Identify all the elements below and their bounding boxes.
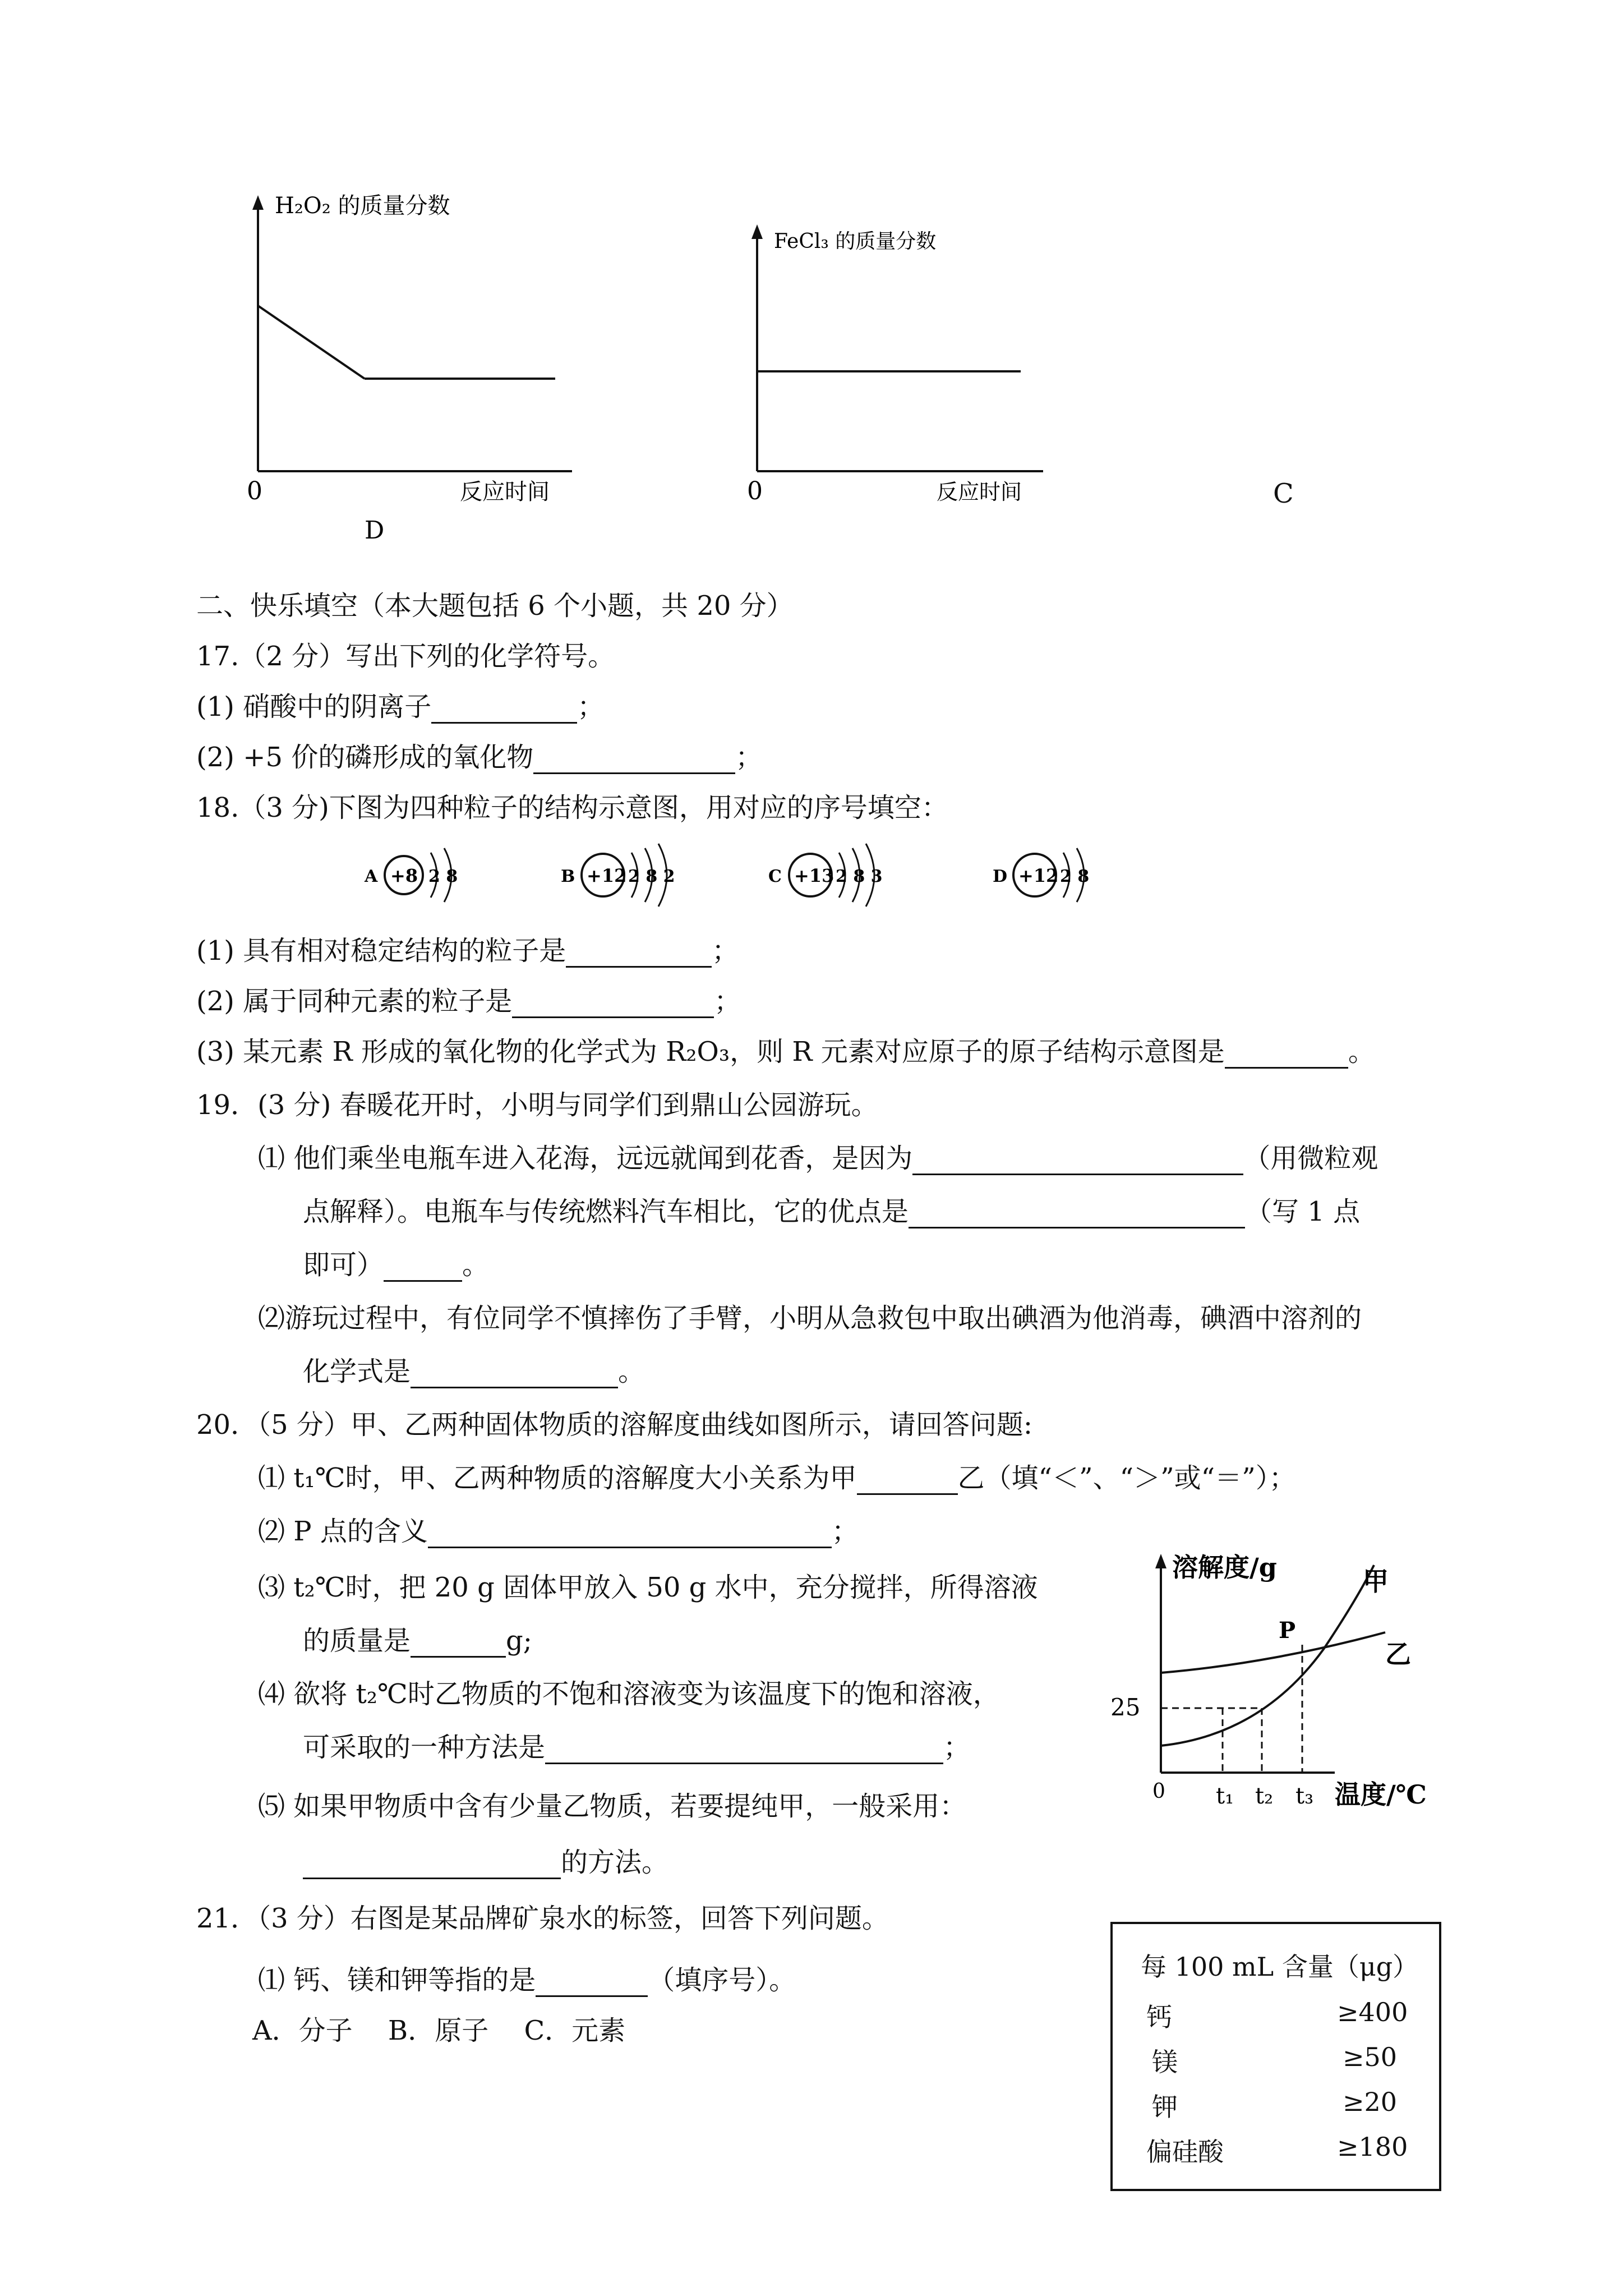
q20-part3-line2: 的质量是 g; — [303, 1625, 532, 1657]
svg-text:2 8: 2 8 — [1060, 867, 1090, 886]
q17-part1: (1) 硝酸中的阴离子 ； — [196, 691, 605, 723]
y-tick-25: 25 — [1110, 1694, 1141, 1721]
graph-c-origin: 0 — [747, 477, 763, 505]
q21-part1: ⑴ 钙、镁和钾等指的是 （填序号）。 — [258, 1964, 796, 1996]
atom-diagrams — [359, 841, 1144, 909]
graph-c-caption: C — [1273, 478, 1294, 509]
curve-jia — [1161, 1565, 1374, 1746]
q19-part1-line3: 即可） 。 — [303, 1249, 490, 1281]
label-row-value: ≥180 — [1337, 2132, 1408, 2162]
graph-c-xlabel: 反应时间 — [937, 480, 1022, 504]
label-row-value: ≥50 — [1343, 2042, 1398, 2072]
q20-part4-line2: 可采取的一种方法是 ； — [303, 1732, 971, 1763]
graph-d-ylabel: H₂O₂ 的质量分数 — [275, 193, 450, 219]
atom-b — [561, 844, 675, 907]
q20-part1: ⑴ t₁℃时，甲、乙两种物质的溶解度大小关系为甲 乙（填“＜”、“＞”或“＝”）； — [258, 1462, 1296, 1494]
curve-yi — [1161, 1632, 1385, 1673]
label-row-name: 钙 — [1146, 2002, 1172, 2032]
graph-c — [723, 219, 1060, 510]
q20-part4-line1: ⑷ 欲将 t₂℃时乙物质的不饱和溶液变为该温度下的饱和溶液， — [258, 1678, 1000, 1710]
svg-text:A: A — [365, 867, 378, 886]
svg-text:+8: +8 — [390, 865, 418, 886]
atom-a — [364, 848, 458, 902]
svg-text:2 8 2: 2 8 2 — [628, 867, 675, 886]
solubility-origin: 0 — [1152, 1780, 1165, 1803]
curve-jia-label: 甲 — [1363, 1566, 1389, 1596]
label-row-value: ≥400 — [1337, 1997, 1408, 2027]
q17-stem: 17.（2 分）写出下列的化学符号。 — [196, 641, 615, 672]
atom-d — [993, 848, 1089, 902]
answer-blank[interactable] — [1225, 1042, 1348, 1069]
graph-c-ylabel: FeCl₃ 的质量分数 — [774, 230, 937, 253]
label-title: 每 100 mL 含量（μg） — [1141, 1952, 1419, 1982]
graph-d-xlabel: 反应时间 — [460, 479, 550, 505]
tick-t2: t₂ — [1255, 1783, 1274, 1809]
graph-d-origin: 0 — [247, 477, 262, 505]
q20-part2: ⑵ P 点的含义 ； — [258, 1516, 859, 1547]
answer-blank[interactable] — [384, 1255, 462, 1282]
q21-stem: 21．（3 分）右图是某品牌矿泉水的标签，回答下列问题。 — [196, 1903, 889, 1934]
answer-blank[interactable] — [428, 1522, 832, 1548]
q19-stem: 19．(3 分) 春暖花开时，小明与同学们到鼎山公园游玩。 — [196, 1089, 878, 1121]
q19-part2-line1: ⑵游玩过程中，有位同学不慎摔伤了手臂，小明从急救包中取出碘酒为他消毒，碘酒中溶剂的 — [258, 1303, 1362, 1334]
answer-blank[interactable] — [303, 1853, 561, 1879]
svg-text:2 8: 2 8 — [428, 867, 458, 886]
answer-blank[interactable] — [411, 1362, 618, 1388]
q20-part3-line1: ⑶ t₂℃时，把 20 g 固体甲放入 50 g 水中，充分搅拌，所得溶液 — [258, 1572, 1038, 1603]
atom-c — [768, 844, 883, 907]
answer-blank[interactable] — [533, 748, 735, 774]
answer-blank[interactable] — [857, 1469, 958, 1495]
q20-part5-line1: ⑸ 如果甲物质中含有少量乙物质，若要提纯甲，一般采用： — [258, 1791, 967, 1822]
section-heading: 二、快乐填空（本大题包括 6 个小题，共 20 分） — [196, 590, 794, 622]
svg-text:+12: +12 — [1018, 865, 1059, 886]
answer-blank[interactable] — [512, 992, 714, 1018]
label-row-value: ≥20 — [1343, 2087, 1398, 2117]
q20-stem: 20．（5 分）甲、乙两种固体物质的溶解度曲线如图所示，请回答问题: — [196, 1409, 1033, 1441]
curve-yi-label: 乙 — [1385, 1639, 1411, 1669]
answer-blank[interactable] — [545, 1738, 943, 1764]
answer-blank[interactable] — [536, 1971, 648, 1997]
answer-blank[interactable] — [566, 941, 712, 968]
q18-part3: (3) 某元素 R 形成的氧化物的化学式为 R₂O₃，则 R 元素对应原子的原子结构示意图是 。 — [196, 1036, 1375, 1068]
label-row-name: 镁 — [1152, 2047, 1178, 2077]
point-p-label: P — [1279, 1617, 1296, 1644]
svg-text:2 8 3: 2 8 3 — [836, 867, 883, 886]
answer-blank[interactable] — [411, 1631, 506, 1658]
svg-text:D: D — [993, 867, 1008, 886]
tick-t1: t₁ — [1216, 1783, 1234, 1809]
graph-d — [213, 185, 594, 555]
q20-part5-line2: 的方法。 — [303, 1846, 668, 1879]
svg-text:B: B — [561, 867, 575, 886]
tick-t3: t₃ — [1295, 1783, 1314, 1809]
svg-text:C: C — [768, 867, 782, 886]
label-row-name: 偏硅酸 — [1146, 2137, 1224, 2167]
q18-part1: (1) 具有相对稳定结构的粒子是 ； — [196, 935, 739, 967]
solubility-xlabel: 温度/℃ — [1335, 1779, 1427, 1810]
answer-blank[interactable] — [431, 697, 577, 724]
q17-part2: (2) +5 价的磷形成的氧化物 ； — [196, 742, 763, 773]
q21-options: A．分子 B．原子 C．元素 — [252, 2015, 626, 2046]
graph-d-caption: D — [365, 516, 385, 545]
svg-text:+12: +12 — [587, 865, 627, 886]
solubility-ylabel: 溶解度/g — [1172, 1552, 1277, 1582]
svg-text:+13: +13 — [794, 865, 834, 886]
mineral-water-label — [1110, 1922, 1441, 2191]
q19-part1-line2: 点解释）。电瓶车与传统燃料汽车相比，它的优点是 （写 1 点 — [303, 1196, 1361, 1227]
q19-part2-line2: 化学式是 。 — [303, 1356, 645, 1387]
q18-part2: (2) 属于同种元素的粒子是 ； — [196, 986, 741, 1017]
label-row-name: 钾 — [1152, 2092, 1178, 2122]
q19-part1-line1: ⑴ 他们乘坐电瓶车进入花海，远远就闻到花香，是因为 （用微粒观 — [258, 1143, 1378, 1174]
h2o2-decline-line — [258, 306, 365, 379]
answer-blank[interactable] — [912, 1149, 1243, 1175]
q18-stem: 18.（3 分)下图为四种粒子的结构示意图，用对应的序号填空： — [196, 792, 948, 823]
answer-blank[interactable] — [909, 1202, 1245, 1228]
solubility-graph — [1099, 1548, 1492, 1840]
